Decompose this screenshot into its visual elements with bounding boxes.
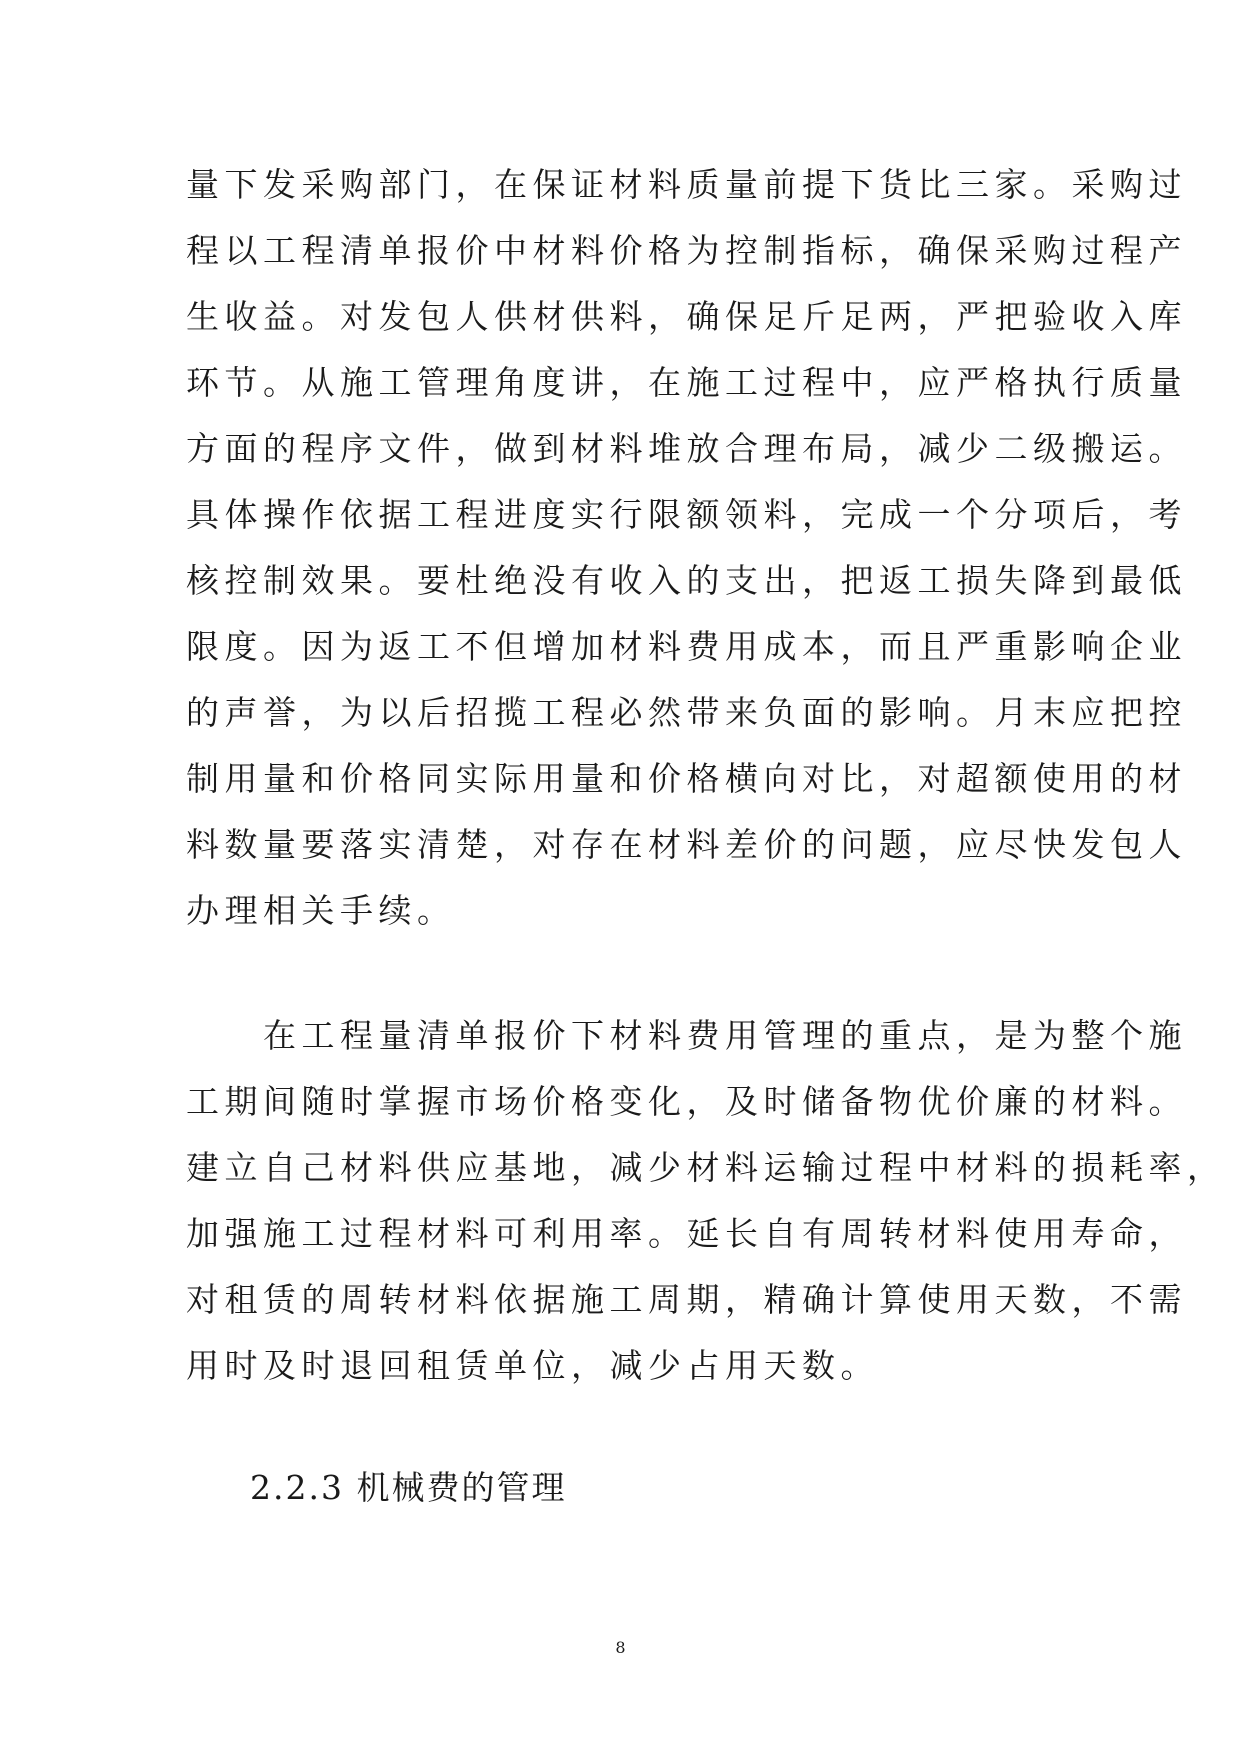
- paragraph-material-cost-key-points: [186, 1003, 1226, 1399]
- text-line: 具体操作依据工程进度实行限额领料，完成一个分项后，考: [186, 495, 1187, 534]
- text-line: 环节。从施工管理角度讲，在施工过程中，应严格执行质量: [186, 363, 1187, 402]
- text-line: 量下发采购部门，在保证材料质量前提下货比三家。采购过: [186, 165, 1187, 204]
- text-line: 限度。因为返工不但增加材料费用成本，而且严重影响企业: [186, 627, 1187, 666]
- page-number: 8: [615, 1638, 626, 1657]
- text-line: 工期间随时掌握市场价格变化，及时储备物优价廉的材料。: [186, 1082, 1187, 1121]
- text-line: 加强施工过程材料可利用率。延长自有周转材料使用寿命，: [186, 1214, 1187, 1253]
- text-line: 生收益。对发包人供材供料，确保足斤足两，严把验收入库: [186, 297, 1187, 336]
- text-line: 制用量和价格同实际用量和价格横向对比，对超额使用的材: [186, 759, 1187, 798]
- text-line: 用时及时退回租赁单位，减少占用天数。: [186, 1346, 879, 1385]
- text-line: 料数量要落实清楚，对存在材料差价的问题，应尽快发包人: [186, 825, 1187, 864]
- text-line: 核控制效果。要杜绝没有收入的支出，把返工损失降到最低: [186, 561, 1187, 600]
- text-line: 办理相关手续。: [186, 891, 456, 930]
- text-line: 建立自己材料供应基地，减少材料运输过程中材料的损耗率，: [186, 1148, 1226, 1187]
- text-line: 对租赁的周转材料依据施工周期，精确计算使用天数，不需: [186, 1280, 1187, 1319]
- text-line: 在工程量清单报价下材料费用管理的重点，是为整个施: [186, 1016, 1187, 1055]
- paragraph-material-procurement: [186, 152, 1187, 944]
- text-line: 程以工程清单报价中材料价格为控制指标，确保采购过程产: [186, 231, 1187, 270]
- section-heading: 2.2.3 机械费的管理: [250, 1468, 567, 1507]
- text-line: 方面的程序文件，做到材料堆放合理布局，减少二级搬运。: [186, 429, 1187, 468]
- text-line: 的声誉，为以后招揽工程必然带来负面的影响。月末应把控: [186, 693, 1187, 732]
